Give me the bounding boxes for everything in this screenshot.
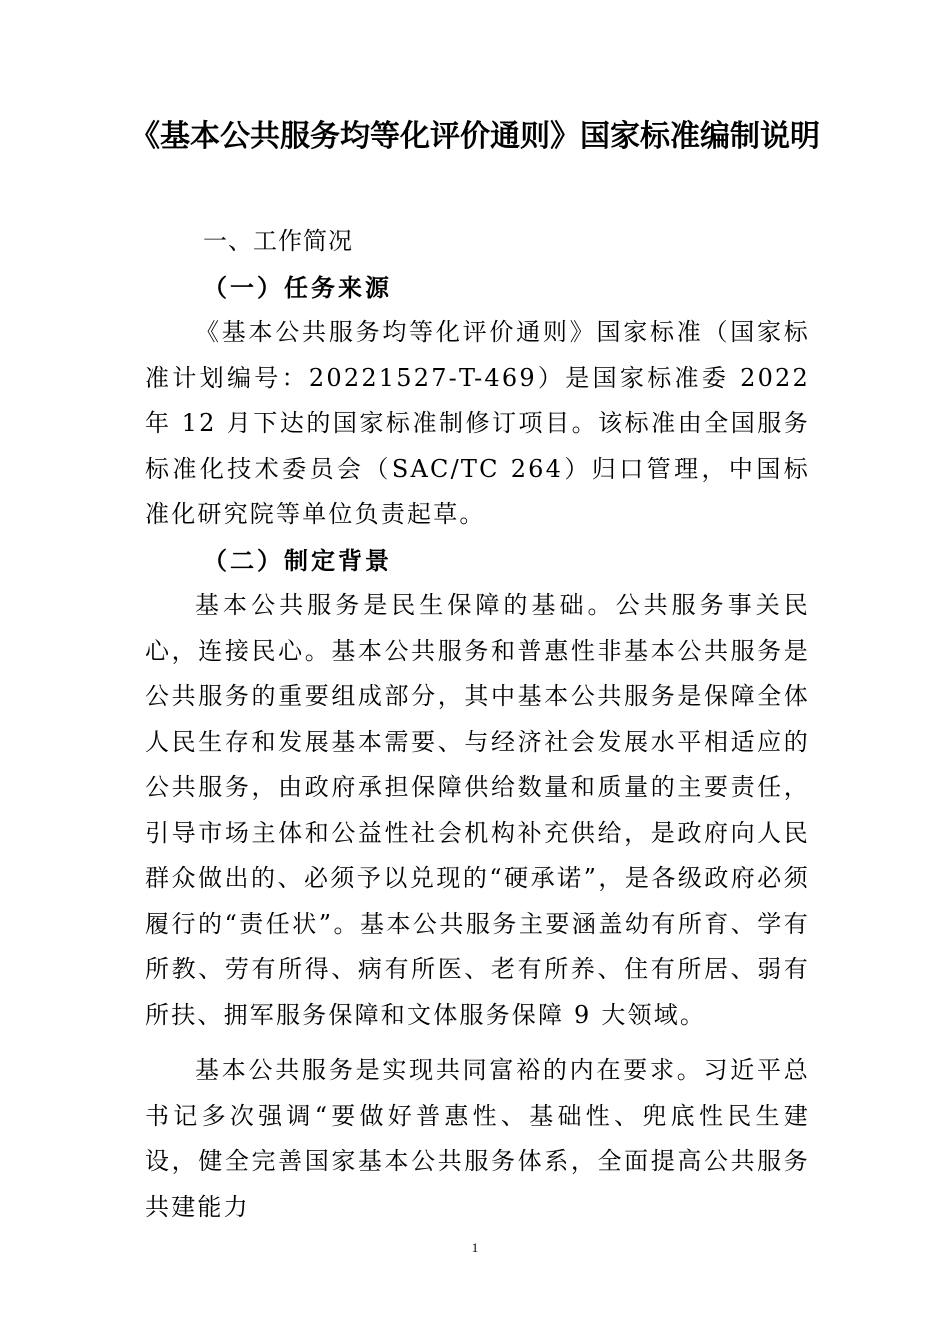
document-body [145,219,810,1230]
section-heading-work-overview: 一、工作简况 [203,227,353,255]
subsection-heading-task-source: （一）任务来源 [203,272,392,302]
document-title: 《基本公共服务均等化评价通则》国家标准编制说明 [130,119,820,154]
subsection-heading-background: （二）制定背景 [203,545,392,575]
page-number: 1 [471,1240,479,1255]
paragraph-task-source: 《基本公共服务均等化评价通则》国家标准（国家标准计划编号：20221527-T-469）是国家标准委 2022 年 12 月下达的国家标准制修订项目。该标准由全国服务标准化技术委员会（SAC/TC 264）归口管理，中国标准化研究院等单位负责起草。 [145,318,810,528]
paragraph-spacer [145,1038,810,1048]
paragraph-background-2: 基本公共服务是实现共同富裕的内在要求。习近平总书记多次强调“要做好普惠性、基础性、兜底性民生建设，健全完善国家基本公共服务体系，全面提高公共服务共建能力 [145,1056,810,1221]
paragraph-background-1: 基本公共服务是民生保障的基础。公共服务事关民心，连接民心。基本公共服务和普惠性非基本公共服务是公共服务的重要组成部分，其中基本公共服务是保障全体人民生存和发展基本需要、与经济社会发展水平相适应的公共服务，由政府承担保障供给数量和质量的主要责任，引导市场主体和公益性社会机构补充供给，是政府向人民群众做出的、必须予以兑现的“硬承诺”，是各级政府必须履行的“责任状”。基本公共服务主要涵盖幼有所育、学有所教、劳有所得、病有所医、老有所养、住有所居、弱有所扶、拥军服务保障和文体服务保障 9 大领域。 [145,591,810,1029]
